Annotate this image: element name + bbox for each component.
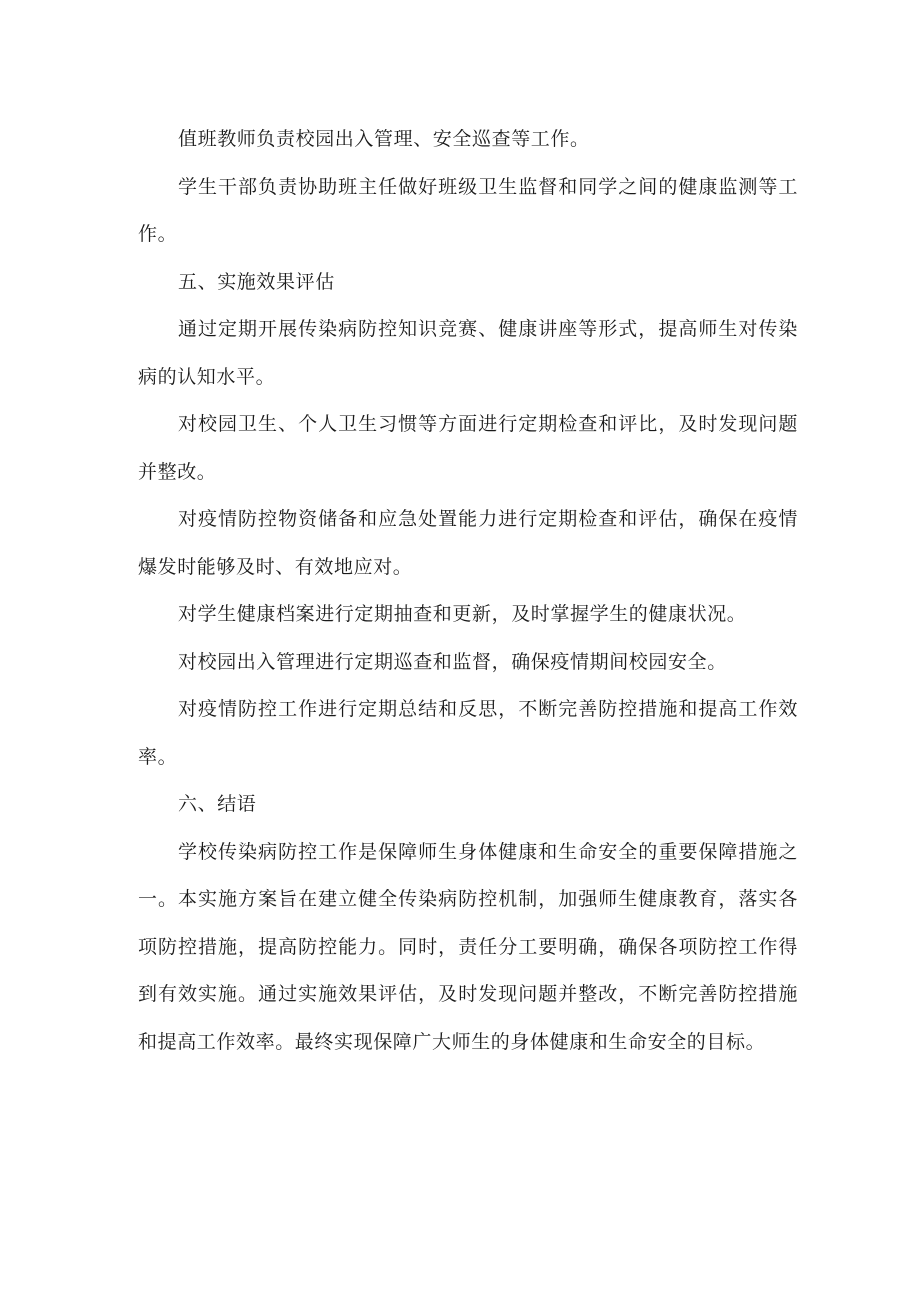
paragraph-conclusion: 学校传染病防控工作是保障师生身体健康和生命安全的重要保障措施之一。本实施方案旨在建立健全传染病防控机制，加强师生健康教育，落实各项防控措施，提高防控能力。同时，责任分工要明确，确保各项防控工作得到有效实施。通过实施效果评估，及时发现问题并整改，不断完善防控措施和提高工作效率。最终实现保障广大师生的身体健康和生命安全的目标。 — [138, 840, 798, 1053]
paragraph-supplies-assessment: 对疫情防控物资储备和应急处置能力进行定期检查和评估，确保在疫情爆发时能够及时、有效地应对。 — [138, 508, 798, 578]
section-heading-evaluation: 五、实施效果评估 — [178, 270, 335, 293]
paragraph-knowledge-contest: 通过定期开展传染病防控知识竞赛、健康讲座等形式，提高师生对传染病的认知水平。 — [138, 318, 798, 388]
paragraph-hygiene-inspection: 对校园卫生、个人卫生习惯等方面进行定期检查和评比，及时发现问题并整改。 — [138, 413, 798, 483]
paragraph-access-patrol: 对校园出入管理进行定期巡查和监督，确保疫情期间校园安全。 — [178, 650, 727, 673]
paragraph-health-records: 对学生健康档案进行定期抽查和更新，及时掌握学生的健康状况。 — [178, 603, 747, 625]
document-body — [138, 116, 798, 1066]
paragraph-duty-teacher: 值班教师负责校园出入管理、安全巡查等工作。 — [178, 128, 590, 150]
paragraph-student-cadre: 学生干部负责协助班主任做好班级卫生监督和同学之间的健康监测等工作。 — [138, 175, 798, 245]
paragraph-summary-reflection: 对疫情防控工作进行定期总结和反思，不断完善防控措施和提高工作效率。 — [138, 698, 798, 768]
section-heading-conclusion: 六、结语 — [178, 793, 257, 815]
